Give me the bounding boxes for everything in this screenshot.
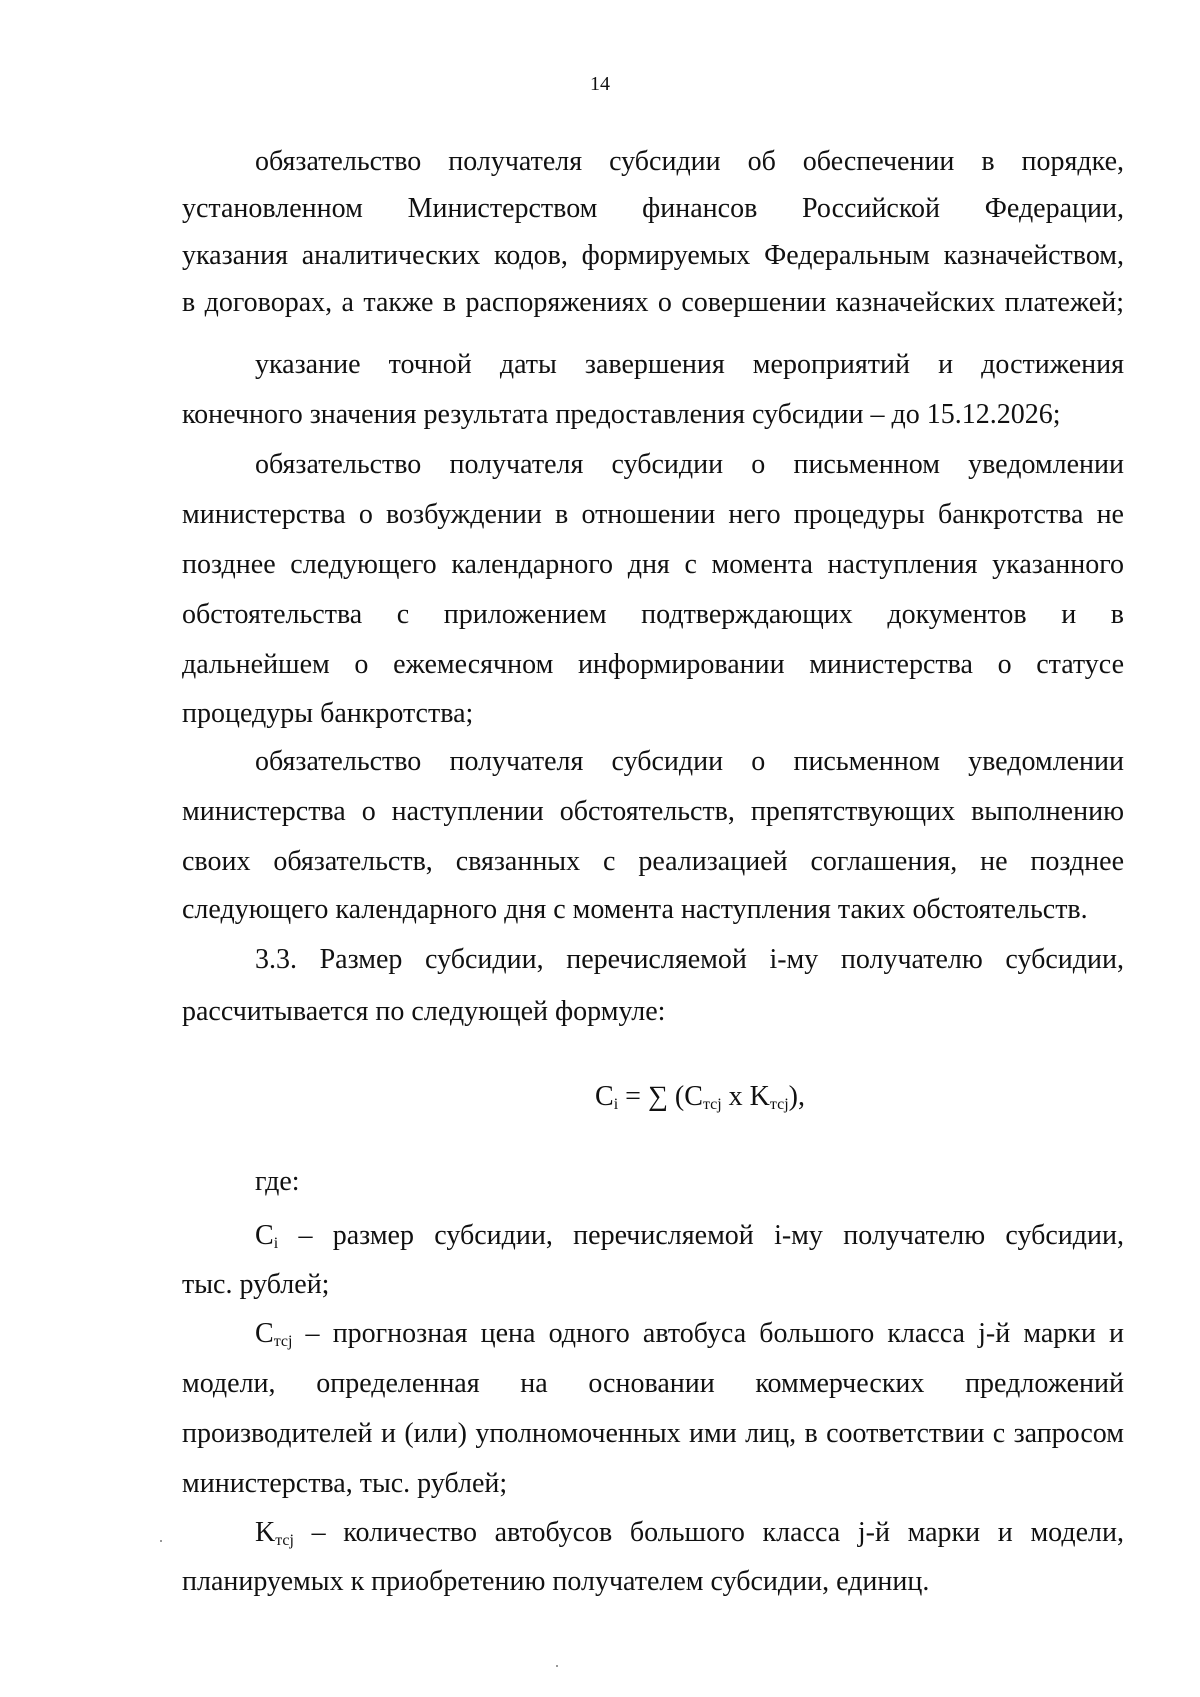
paragraph-line: рассчитывается по следующей формуле: [182,996,666,1027]
definition-ci: $C_i$ – размер субсидии, перечисляемой i-му получателю субсидии, [255,1220,1124,1252]
scan-speck [160,1540,162,1542]
paragraph-line: своих обязательств, связанных с реализацией соглашения, не позднее [182,846,1124,877]
paragraph-line: модели, определенная на основании коммерческих предложений [182,1368,1124,1399]
paragraph-line: министерства о возбуждении в отношении него процедуры банкротства не [182,499,1124,530]
paragraph-line: обстоятельства с приложением подтверждающих документов и в [182,599,1124,630]
paragraph-line: процедуры банкротства; [182,698,474,729]
page-number: 14 [590,73,610,95]
definition-ktcj: $K_{тсj}$ – количество автобусов большого класса j-й марки и модели, [255,1517,1124,1549]
formula [0,1080,1200,1114]
paragraph-line: указание точной даты завершения мероприятий и достижения [255,349,1124,380]
paragraph-line: дальнейшем о ежемесячном информировании министерства о статусе [182,649,1124,680]
paragraph-line: 3.3. Размер субсидии, перечисляемой i-му получателю субсидии, [255,944,1124,975]
paragraph-line: обязательство получателя субсидии о письменном уведомлении [255,746,1124,777]
formula-expression: $C_i$ = ∑ ($C_{тсj}$ x $K_{тсj}$), [595,1081,805,1113]
paragraph-line: указания аналитических кодов, формируемых Федеральным казначейством, [182,240,1124,271]
where-label: где: [255,1166,300,1197]
definition-ctcj: $C_{тсj}$ – прогнозная цена одного автобуса большого класса j-й марки и [255,1318,1124,1350]
paragraph-line: установленном Министерством финансов Российской Федерации, [182,193,1124,224]
paragraph-line: планируемых к приобретению получателем субсидии, единиц. [182,1566,930,1597]
paragraph-line: министерства, тыс. рублей; [182,1468,508,1499]
paragraph-line: тыс. рублей; [182,1269,330,1300]
paragraph-line: следующего календарного дня с момента наступления таких обстоятельств. [182,894,1088,925]
paragraph-line: министерства о наступлении обстоятельств, препятствующих выполнению [182,796,1124,827]
paragraph-line: производителей и (или) уполномоченных ими лиц, в соответствии с запросом [182,1418,1124,1449]
paragraph-line: обязательство получателя субсидии об обеспечении в порядке, [255,146,1124,177]
scan-speck [556,1665,558,1667]
paragraph-line: в договорах, а также в распоряжениях о совершении казначейских платежей; [182,287,1124,318]
paragraph-line: позднее следующего календарного дня с момента наступления указанного [182,549,1124,580]
paragraph-line: обязательство получателя субсидии о письменном уведомлении [255,449,1124,480]
paragraph-line: конечного значения результата предоставления субсидии – до 15.12.2026; [182,399,1061,430]
